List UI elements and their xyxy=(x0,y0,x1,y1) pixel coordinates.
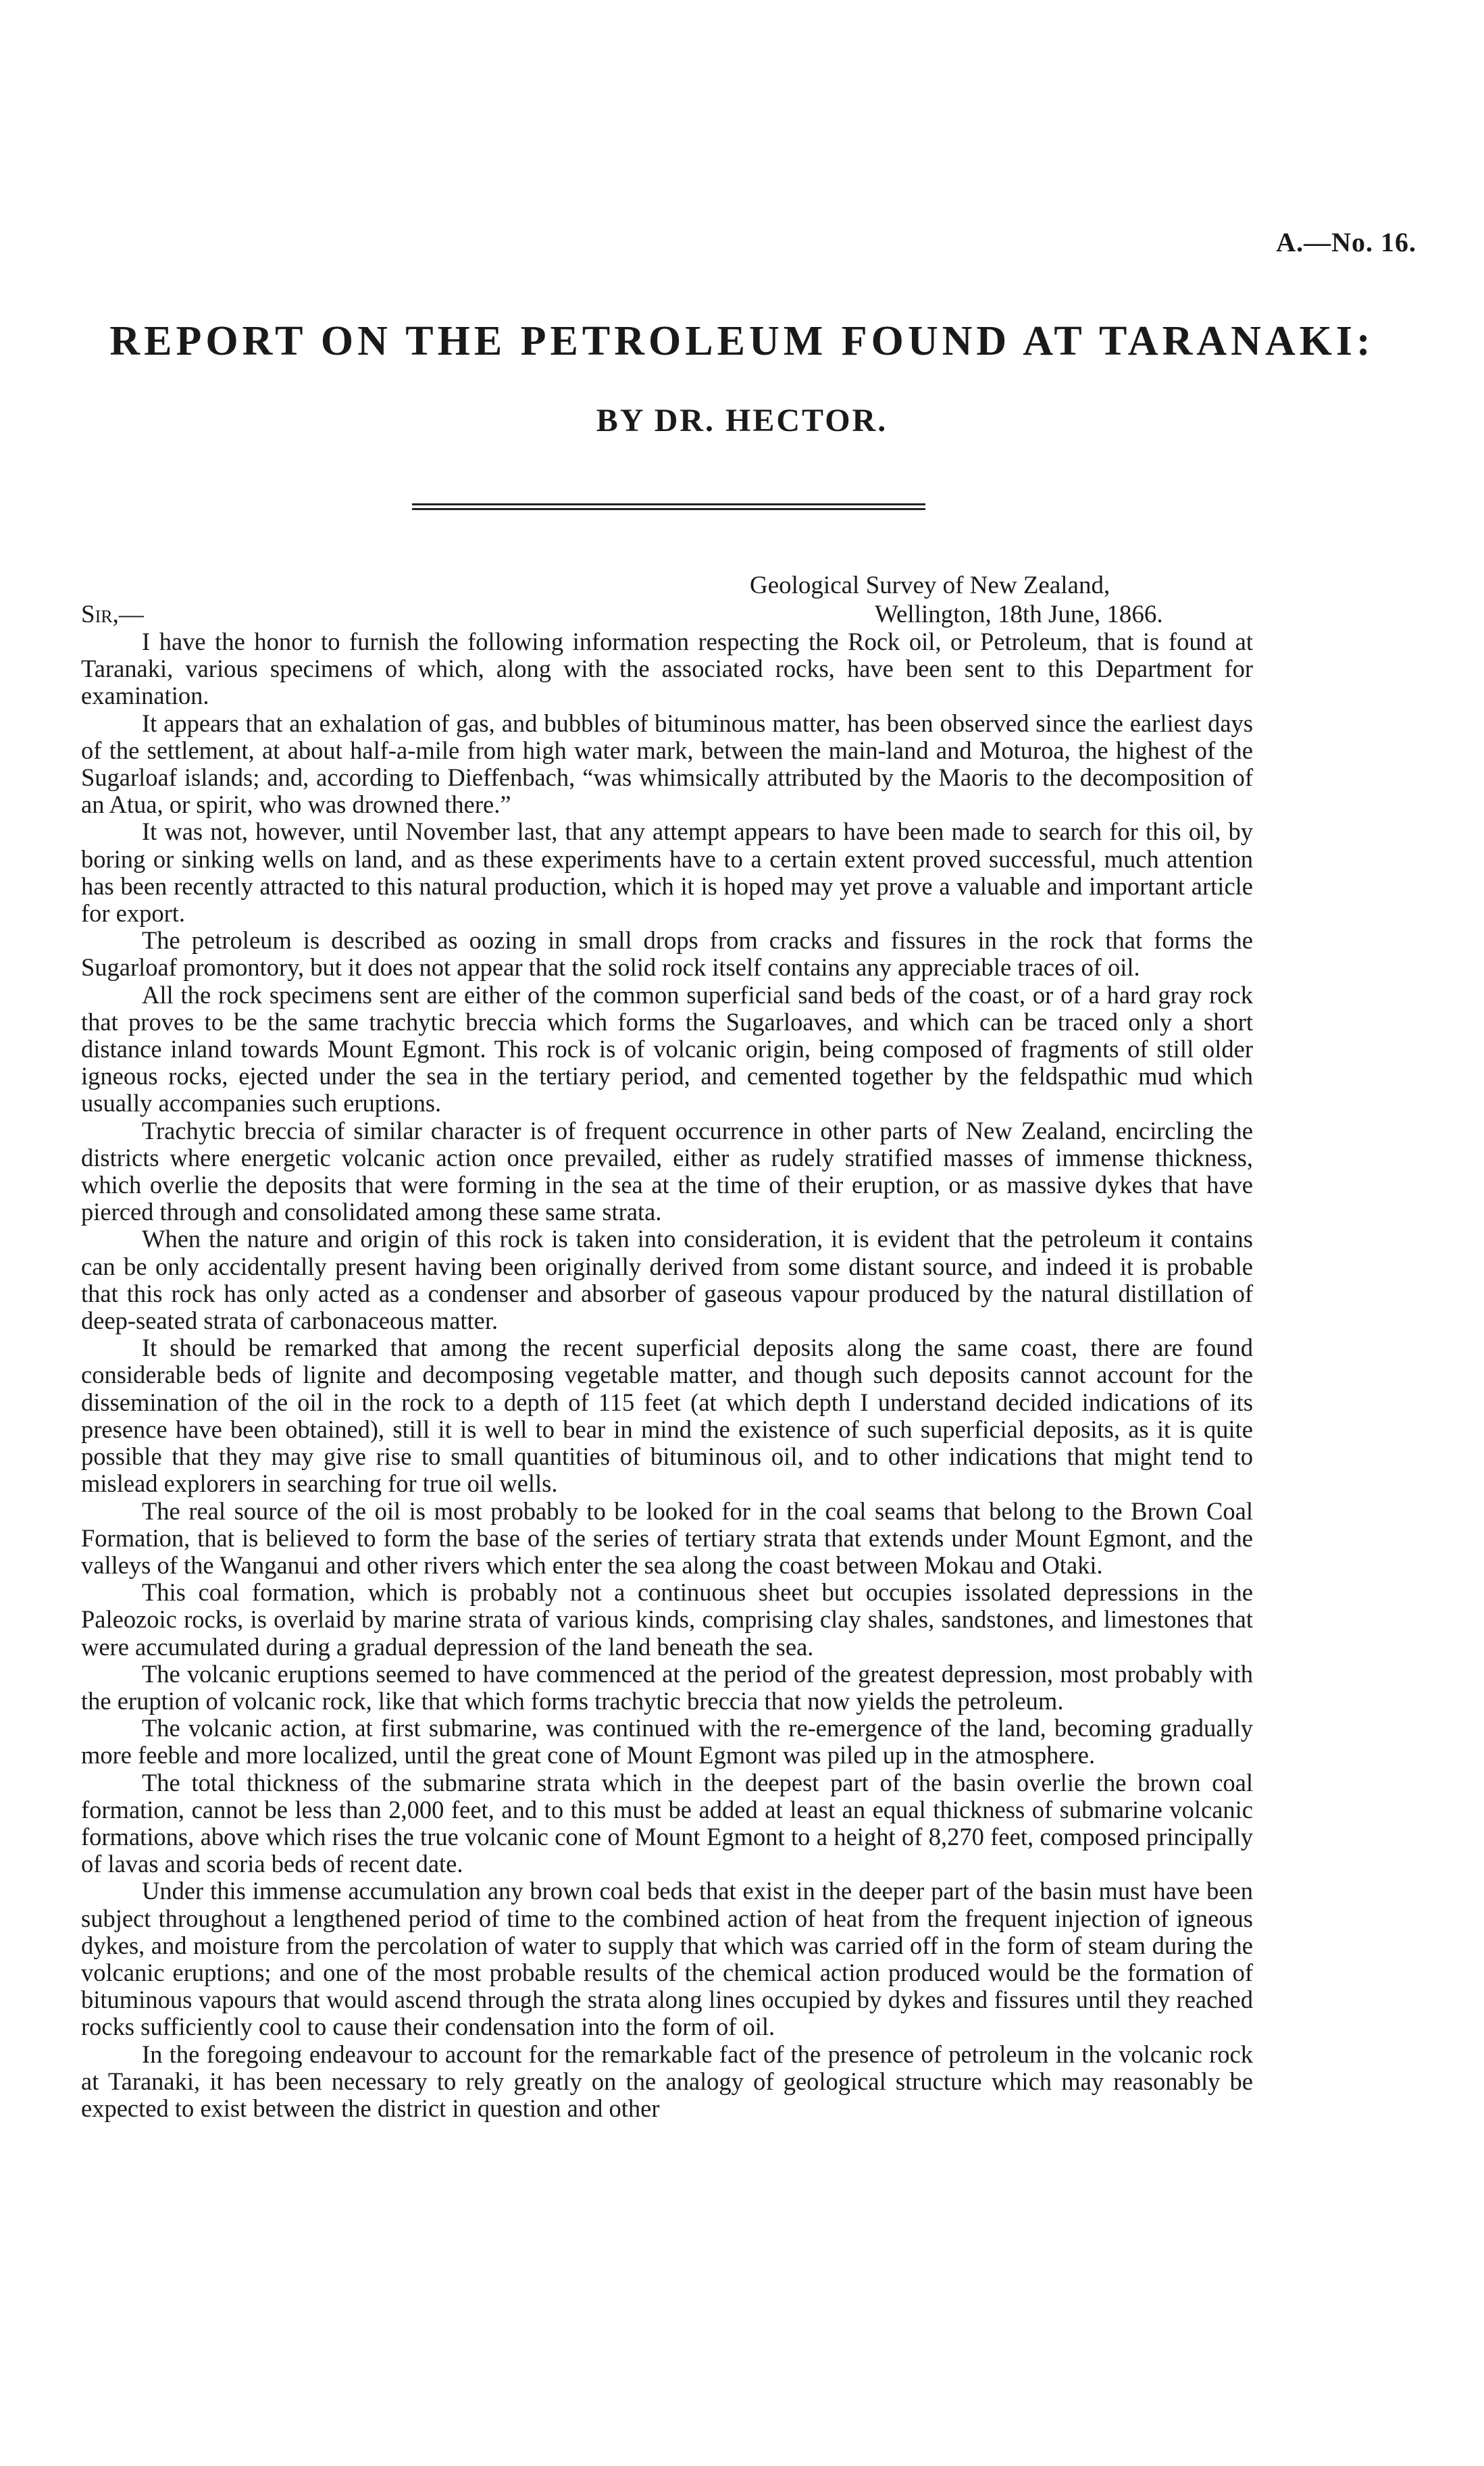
report-byline: BY DR. HECTOR. xyxy=(596,403,888,438)
paragraph: The total thickness of the submarine strata which in the deepest part of the basin overlie the brown coal formation, cannot be less than 2,000 feet, and to this must be added at least an equal thickness of submarine volcanic formations, above which rises the true volcanic cone of Mount Egmont to a height of 8,270 feet, composed principally of lavas and scoria beds of recent date. xyxy=(81,1768,1253,1878)
report-body xyxy=(81,628,1253,2122)
salutation: Sir,— xyxy=(81,601,144,628)
paragraph: All the rock specimens sent are either of the common superficial sand beds of the coast, or of a hard gray rock that proves to be the same trachytic breccia which forms the Sugarloaves, and which can be traced only a short distance inland towards Mount Egmont. This rock is of volcanic origin, being composed of fragments of still older igneous rocks, ejected under the sea in the tertiary period, and cemented together by the feldspathic mud which usually accompanies such eruptions. xyxy=(81,980,1253,1117)
paragraph: It was not, however, until November last, that any attempt appears to have been made to search for this oil, by boring or sinking wells on land, and as these experiments have to a certain extent proved successful, much attention has been recently attracted to this natural production, which it is hoped may yet prove a valuable and important article for export. xyxy=(81,817,1253,928)
address-line-2: Wellington, 18th June, 1866. xyxy=(875,601,1163,628)
paragraph: It appears that an exhalation of gas, and bubbles of bituminous matter, has been observed since the earliest days of the settlement, at about half-a-mile from high water mark, between the main-land and Moturoa, the highest of the Sugarloaf islands; and, according to Dieffenbach, “was whimsically attributed by the Maoris to the decomposition of an Atua, or spirit, who was drowned there.” xyxy=(81,709,1253,819)
address-line-1: Geological Survey of New Zealand, xyxy=(750,572,1110,599)
paragraph: The volcanic action, at first submarine, was continued with the re-emergence of the land, becoming gradually more feeble and more localized, until the great cone of Mount Egmont was piled up in the atmosphere. xyxy=(81,1714,1253,1769)
paragraph: In the foregoing endeavour to account for the remarkable fact of the presence of petroleum in the volcanic rock at Taranaki, it has been necessary to rely greatly on the analogy of geological structure which may reasonably be expected to exist between the district in question and other xyxy=(81,2040,1253,2122)
title-divider xyxy=(412,503,925,510)
paragraph: Under this immense accumulation any brown coal beds that exist in the deeper part of the basin must have been subject throughout a lengthened period of time to the combined action of heat from the frequent injection of igneous dykes, and moisture from the percolation of water to supply that which was carried off in the form of steam during the volcanic eruptions; and one of the most probable results of the chemical action produced would be the formation of bituminous vapours that would ascend through the strata along lines occupied by dykes and fissures until they reached rocks sufficiently cool to cause their condensation into the form of oil. xyxy=(81,1877,1253,2041)
paragraph: I have the honor to furnish the following information respecting the Rock oil, or Petroleum, that is found at Taranaki, various specimens of which, along with the associated rocks, have been sent to this Department for examination. xyxy=(81,628,1253,710)
paragraph: This coal formation, which is probably not a continuous sheet but occupies issolated depressions in the Paleozoic rocks, is overlaid by marine strata of various kinds, comprising clay shales, sandstones, and limestones that were accumulated during a gradual depression of the land beneath the sea. xyxy=(81,1578,1253,1661)
page-reference: A.—No. 16. xyxy=(1276,227,1416,257)
paragraph: When the nature and origin of this rock is taken into consideration, it is evident that the petroleum it contains can be only accidentally present having been originally derived from some distant source, and indeed it is probable that this rock has only acted as a condenser and absorber of gaseous vapour produced by the natural distillation of deep-seated strata of carbonaceous matter. xyxy=(81,1225,1253,1335)
paragraph: The real source of the oil is most probably to be looked for in the coal seams that belong to the Brown Coal Formation, that is believed to form the base of the series of tertiary strata that extends under Mount Egmont, and the valleys of the Wanganui and other rivers which enter the sea along the coast between Mokau and Otaki. xyxy=(81,1496,1253,1579)
paragraph: Trachytic breccia of similar character is of frequent occurrence in other parts of New Zealand, encircling the districts where energetic volcanic action once prevailed, either as rudely stratified masses of immense thickness, which overlie the deposits that were forming in the sea at the time of their eruption, or as massive dykes that have pierced through and consolidated among these same strata. xyxy=(81,1116,1253,1226)
paragraph: The petroleum is described as oozing in small drops from cracks and fissures in the rock that forms the Sugarloaf promontory, but it does not appear that the solid rock itself contains any appreciable traces of oil. xyxy=(81,926,1253,982)
paragraph: It should be remarked that among the recent superficial deposits along the same coast, there are found considerable beds of lignite and decomposing vegetable matter, and though such deposits cannot account for the dissemination of the oil in the rock to a depth of 115 feet (at which depth I understand decided indications of its presence have been obtained), still it is well to bear in mind the existence of such superficial deposits, as it is quite possible that they may give rise to small quantities of bituminous oil, and to other indications that might tend to mislead explorers in searching for true oil wells. xyxy=(81,1334,1253,1498)
paragraph: The volcanic eruptions seemed to have commenced at the period of the greatest depression, most probably with the eruption of volcanic rock, like that which forms trachytic breccia that now yields the petroleum. xyxy=(81,1659,1253,1715)
report-title: REPORT ON THE PETROLEUM FOUND AT TARANAKI: xyxy=(109,318,1375,364)
